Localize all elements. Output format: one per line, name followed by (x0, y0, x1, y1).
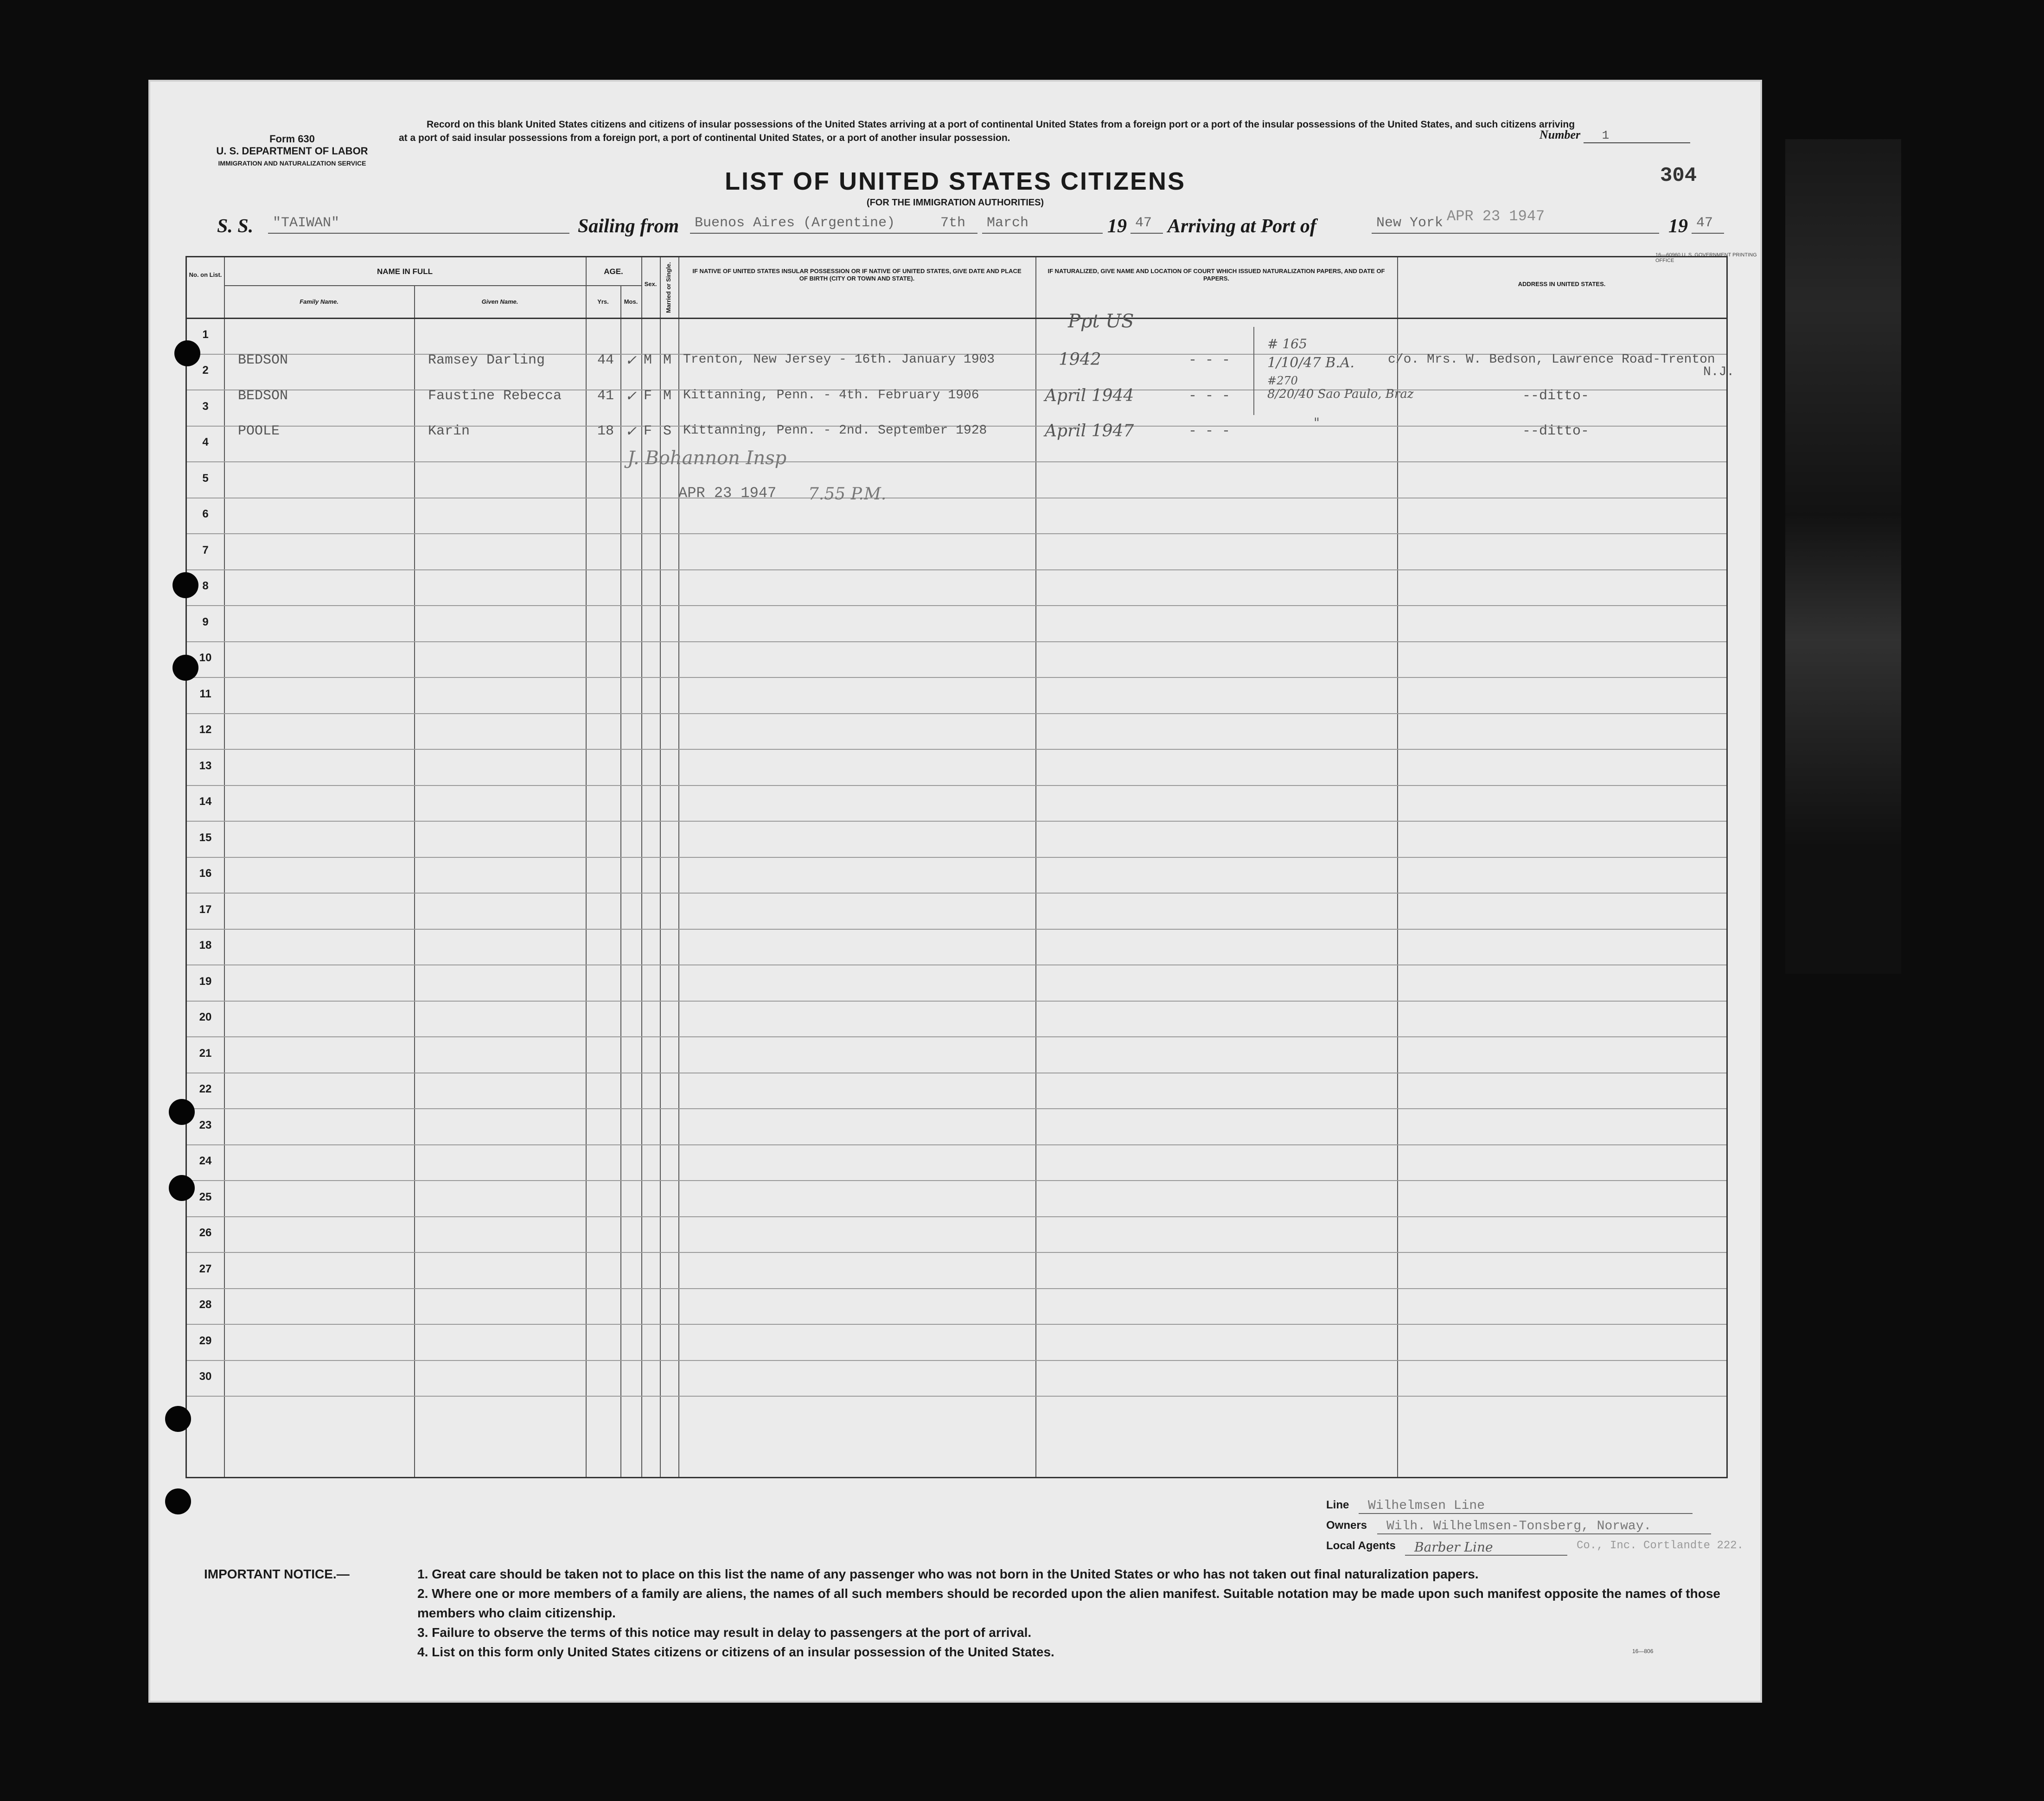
film-background-noise (1785, 139, 1901, 974)
arriving-label: Arriving at Port of (1168, 216, 1316, 237)
row-number: 9 (202, 615, 209, 628)
address-cell: --ditto- (1522, 388, 1590, 404)
form-number: Form 630 (269, 133, 315, 145)
notice-item: 3. Failure to observe the terms of this notice may result in delay to passengers at the port of arrival. (417, 1625, 1032, 1640)
row-line (187, 641, 1726, 642)
row-number: 6 (202, 508, 209, 520)
row-line (187, 1288, 1726, 1289)
address-cell: --ditto- (1522, 423, 1590, 439)
given-name-cell: Ramsey Darling (428, 352, 545, 368)
instructions-text: Record on this blank United States citizens and citizens of insular possessions of the United States arriving at a port of continental United States from a foreign port or a port of the insular possessions of the United States, and such citizens arriving at a port of said insular possessions from a foreign port, a port of continental United States, or a port of another insular possession. (399, 119, 1575, 143)
punch-hole (165, 1406, 191, 1432)
row-number: 11 (199, 687, 211, 700)
owners-label: Owners (1326, 1519, 1367, 1532)
handwritten-date: 1942 (1059, 350, 1101, 369)
row-line (187, 1001, 1726, 1002)
marital-cell: S (663, 423, 672, 439)
row-number: 25 (199, 1190, 212, 1203)
row-number: 17 (199, 903, 212, 916)
naturalized-cell: - - - (1188, 423, 1231, 439)
checkmark-cell: ✓ (625, 388, 637, 404)
punch-hole (174, 340, 200, 366)
header-address: ADDRESS IN UNITED STATES. (1518, 281, 1606, 287)
row-line (187, 605, 1726, 606)
page-number: 304 (1660, 164, 1697, 187)
header-family-name: Family Name. (300, 298, 339, 305)
given-name-cell: Karin (428, 423, 470, 439)
sex-cell: F (644, 423, 652, 439)
handwritten-note: #270 (1267, 374, 1298, 387)
handwritten-ditto: " (1314, 415, 1320, 430)
row-number: 27 (199, 1262, 212, 1275)
col-divider (660, 257, 661, 1477)
row-line (187, 1252, 1726, 1253)
owners-value: Wilh. Wilhelmsen-Tonsberg, Norway. (1377, 1519, 1711, 1534)
passenger-table (185, 256, 1735, 1478)
row-line (187, 461, 1726, 462)
row-line (187, 569, 1726, 570)
notice-item: 4. List on this form only United States citizens or citizens of an insular possession of the United States. (417, 1645, 1054, 1659)
address-cell: N.J. (1703, 365, 1735, 379)
handwritten-date: April 1944 (1045, 386, 1134, 405)
header-age: AGE. (604, 267, 623, 276)
departure-month: March (982, 215, 1103, 234)
header-divider (224, 285, 641, 286)
col-divider (620, 285, 621, 1477)
row-line (187, 1360, 1726, 1361)
age-yrs-cell: 41 (597, 388, 614, 404)
list-number-label: Number (1539, 128, 1581, 141)
list-number (1539, 128, 1690, 143)
address-cell: c/o. Mrs. W. Bedson, Lawrence Road-Trenton (1388, 352, 1715, 367)
department-name: U. S. DEPARTMENT OF LABOR (216, 145, 368, 157)
row-line (187, 677, 1726, 678)
family-name-cell: BEDSON (238, 352, 288, 368)
handwritten-note: 1/10/47 B.A. (1267, 355, 1354, 371)
page-subtitle: (FOR THE IMMIGRATION AUTHORITIES) (866, 198, 1044, 208)
row-number: 19 (199, 975, 212, 988)
row-line (187, 929, 1726, 930)
header-native: IF NATIVE OF UNITED STATES INSULAR POSSESSION OR IF NATIVE OF UNITED STATES, GIVE DATE AND PLACE OF BIRTH (CITY OR TOWN AND STATE). (692, 268, 1022, 282)
departure-port: Buenos Aires (Argentine) (690, 215, 936, 234)
header-given-name: Given Name. (481, 298, 518, 305)
printing-office-note: 16—60960 U. S. GOVERNMENT PRINTING OFFICE (1655, 252, 1757, 263)
age-yrs-cell: 44 (597, 352, 614, 368)
row-number: 20 (199, 1011, 212, 1023)
row-number: 14 (199, 795, 212, 808)
row-number: 26 (199, 1226, 212, 1239)
row-number: 5 (202, 472, 209, 485)
inspector-signature: J. Bohannon Insp (627, 447, 787, 469)
col-divider (224, 257, 225, 1477)
family-name-cell: BEDSON (238, 388, 288, 404)
row-line (187, 1036, 1726, 1037)
naturalized-cell: - - - (1188, 352, 1231, 368)
departure-year-prefix: 19 (1107, 216, 1127, 237)
row-number: 24 (199, 1155, 212, 1167)
header-name-in-full: NAME IN FULL (377, 267, 433, 276)
footer-form-code: 16—806 (1632, 1648, 1654, 1654)
handwritten-date: April 1947 (1045, 422, 1134, 441)
row-line (187, 1396, 1726, 1397)
header-naturalized: IF NATURALIZED, GIVE NAME AND LOCATION OF COURT WHICH ISSUED NATURALIZATION PAPERS, AND DATE OF PAPERS. (1048, 268, 1385, 282)
row-line (187, 713, 1726, 714)
manifest-page (148, 80, 1762, 1703)
notice-heading: IMPORTANT NOTICE.— (204, 1567, 350, 1581)
row-number: 22 (199, 1083, 212, 1095)
row-line (187, 1324, 1726, 1325)
age-yrs-cell: 18 (597, 423, 614, 439)
ship-name: "TAIWAN" (268, 215, 569, 234)
col-divider (1035, 257, 1036, 1477)
row-line (187, 1180, 1726, 1181)
row-number: 15 (199, 831, 212, 844)
row-number: 4 (202, 436, 209, 448)
form-identifier (195, 133, 390, 169)
sex-cell: M (644, 352, 652, 368)
col-divider (641, 257, 642, 1477)
birth-cell: Kittanning, Penn. - 2nd. September 1928 (683, 423, 987, 438)
sex-cell: F (644, 388, 652, 404)
col-divider (678, 257, 679, 1477)
row-number: 16 (199, 867, 212, 880)
birth-cell: Kittanning, Penn. - 4th. February 1906 (683, 388, 979, 402)
row-number: 29 (199, 1334, 212, 1347)
handwritten-note: # 165 (1267, 336, 1307, 351)
arrival-year: 47 (1692, 215, 1724, 234)
ss-label: S. S. (217, 216, 254, 237)
naturalized-cell: - - - (1188, 388, 1231, 404)
notice-item: 2. Where one or more members of a family are aliens, the names of all such members should be recorded upon the alien manifest. Suitable notation may be made upon such manifest opposite the names of those members who claim citizenship. (417, 1586, 1720, 1620)
agents-value: Barber Line (1405, 1539, 1567, 1556)
handwritten-bracket (1253, 327, 1254, 415)
row-line (187, 1108, 1726, 1109)
agents-label: Local Agents (1326, 1539, 1396, 1552)
marital-cell: M (663, 352, 672, 368)
list-number-value: 1 (1584, 128, 1690, 143)
col-divider (586, 257, 587, 1477)
punch-hole (172, 655, 198, 681)
col-divider (414, 285, 415, 1477)
header-bottom (187, 318, 1726, 319)
row-number: 2 (202, 364, 209, 377)
checkmark-cell: ✓ (625, 423, 637, 440)
row-line (187, 1144, 1726, 1145)
line-value: Wilhelmsen Line (1359, 1499, 1693, 1514)
voyage-line (217, 215, 1747, 243)
departure-year: 47 (1131, 215, 1163, 234)
notice-item: 1. Great care should be taken not to place on this list the name of any passenger who was not born in the United States or who has not taken out final naturalization papers. (417, 1567, 1479, 1581)
marital-cell: M (663, 388, 672, 404)
row-number: 21 (199, 1047, 212, 1060)
header-no: No. on List. (189, 271, 222, 278)
agents-address: Co., Inc. Cortlandte 222. (1577, 1539, 1744, 1552)
header-yrs: Yrs. (597, 298, 609, 305)
row-number: 23 (199, 1118, 212, 1131)
service-name: IMMIGRATION AND NATURALIZATION SERVICE (218, 160, 366, 167)
given-name-cell: Faustine Rebecca (428, 388, 562, 404)
punch-hole (169, 1175, 195, 1201)
row-line (187, 893, 1726, 894)
row-line (187, 785, 1726, 786)
line-label: Line (1326, 1499, 1349, 1511)
departure-day: 7th (936, 215, 977, 234)
birth-cell: Trenton, New Jersey - 16th. January 1903 (683, 352, 995, 367)
row-line (187, 749, 1726, 750)
row-line (187, 1216, 1726, 1217)
inspection-time: 7.55 P.M. (808, 485, 887, 504)
row-number: 1 (202, 328, 209, 341)
row-number: 3 (202, 400, 209, 413)
arrival-port: New York (1372, 215, 1659, 234)
punch-hole (172, 572, 198, 598)
inspection-date-stamp: APR 23 1947 (678, 485, 777, 502)
row-number: 12 (199, 723, 212, 736)
row-line (187, 533, 1726, 534)
page-title: LIST OF UNITED STATES CITIZENS (725, 167, 1186, 195)
row-number: 30 (199, 1370, 212, 1383)
row-line (187, 964, 1726, 965)
sailing-from-label: Sailing from (578, 216, 679, 237)
row-number: 28 (199, 1298, 212, 1311)
header-mos: Mos. (624, 298, 638, 305)
row-number: 7 (202, 543, 209, 556)
punch-hole (165, 1488, 191, 1514)
handwritten-passport-note: Ppt US (1068, 311, 1134, 332)
family-name-cell: POOLE (238, 423, 280, 439)
row-number: 10 (199, 651, 212, 664)
row-line (187, 821, 1726, 822)
row-number: 13 (199, 759, 212, 772)
header-married: Married or Single. (665, 262, 672, 313)
col-divider (1397, 257, 1398, 1477)
arrival-year-prefix: 19 (1668, 216, 1688, 237)
row-number: 8 (202, 580, 209, 592)
arrival-date-stamp: APR 23 1947 (1447, 208, 1545, 225)
punch-hole (169, 1099, 195, 1125)
row-line (187, 857, 1726, 858)
header-sex: Sex. (644, 281, 657, 287)
row-number: 18 (199, 939, 212, 952)
checkmark-cell: ✓ (625, 352, 637, 369)
handwritten-note: 8/20/40 Sao Paulo, Braz (1267, 387, 1414, 401)
